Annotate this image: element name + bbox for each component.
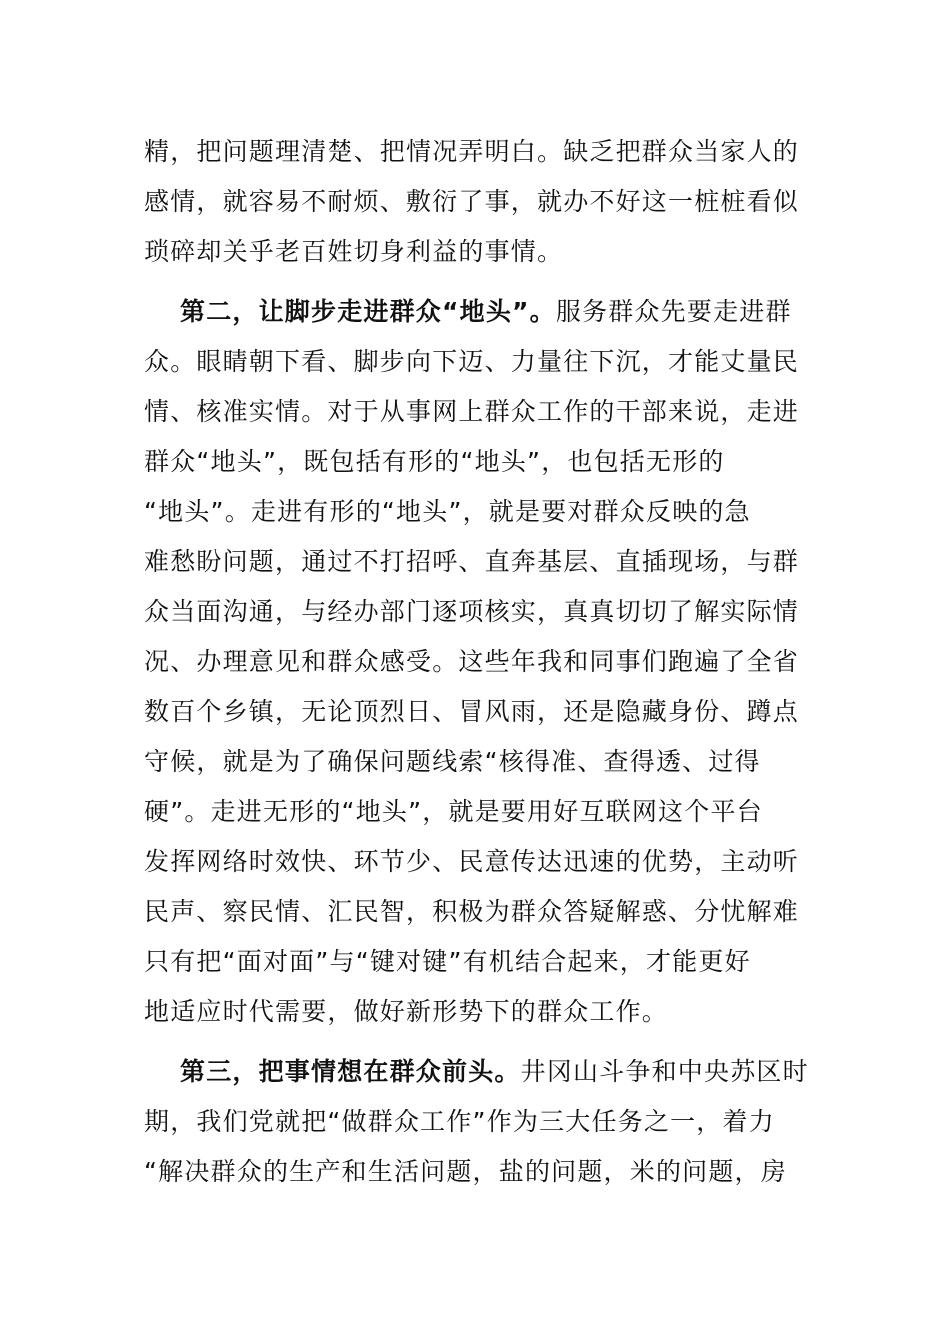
paragraph2-line: 群众“地头”，既包括有形的“地头”，也包括无形的 <box>144 447 725 476</box>
paragraph1-line-1: 精，把问题理清楚、把情况弄明白。缺乏把群众当家人的 <box>144 137 800 166</box>
paragraph2-line: 发挥网络时效快、环节少、民意传达迅速的优势，主动听 <box>144 847 800 876</box>
paragraph2-line: 只有把“面对面”与“键对键”有机结合起来，才能更好 <box>144 947 751 976</box>
paragraph2-line: 硬”。走进无形的“地头”，就是要用好互联网这个平台 <box>144 797 763 826</box>
paragraph3-first-line <box>180 1057 809 1087</box>
paragraph3-line: “解决群众的生产和生活问题，盐的问题，米的问题，房 <box>144 1157 787 1186</box>
paragraph2-line: 地适应时代需要，做好新形势下的群众工作。 <box>144 997 669 1026</box>
paragraph3-first-line-text: 井冈山斗争和中央苏区时 <box>520 1057 809 1086</box>
paragraph2-line: 况、办理意见和群众感受。这些年我和同事们跑遍了全省 <box>144 647 800 676</box>
paragraph1-line-2: 感情，就容易不耐烦、敷衍了事，就办不好这一桩桩看似 <box>144 187 800 216</box>
paragraph2-line: 难愁盼问题，通过不打招呼、直奔基层、直插现场，与群 <box>144 547 800 576</box>
paragraph2-line: “地头”。走进有形的“地头”，就是要对群众反映的急 <box>144 497 751 526</box>
paragraph2-line: 众当面沟通，与经办部门逐项核实，真真切切了解实际情 <box>144 597 800 626</box>
paragraph2-line: 众。眼睛朝下看、脚步向下迈、力量往下沉，才能丈量民 <box>144 347 800 376</box>
paragraph2-line: 民声、察民情、汇民智，积极为群众答疑解惑、分忧解难 <box>144 897 800 926</box>
paragraph3-heading: 第三，把事情想在群众前头。 <box>180 1057 521 1086</box>
paragraph2-heading: 第二，让脚步走进群众“地头”。 <box>180 297 556 326</box>
paragraph2-line: 情、核准实情。对于从事网上群众工作的干部来说，走进 <box>144 397 800 426</box>
paragraph2-line: 数百个乡镇，无论顶烈日、冒风雨，还是隐藏身份、蹲点 <box>144 697 800 726</box>
paragraph2-first-line-text: 服务群众先要走进群 <box>555 297 792 326</box>
paragraph1-line-3: 琐碎却关乎老百姓切身利益的事情。 <box>144 237 564 266</box>
paragraph2-line: 守候，就是为了确保问题线索“核得准、查得透、过得 <box>144 747 761 776</box>
paragraph2-first-line <box>180 297 792 327</box>
paragraph3-line: 期，我们党就把“做群众工作”作为三大任务之一，着力 <box>144 1107 775 1136</box>
